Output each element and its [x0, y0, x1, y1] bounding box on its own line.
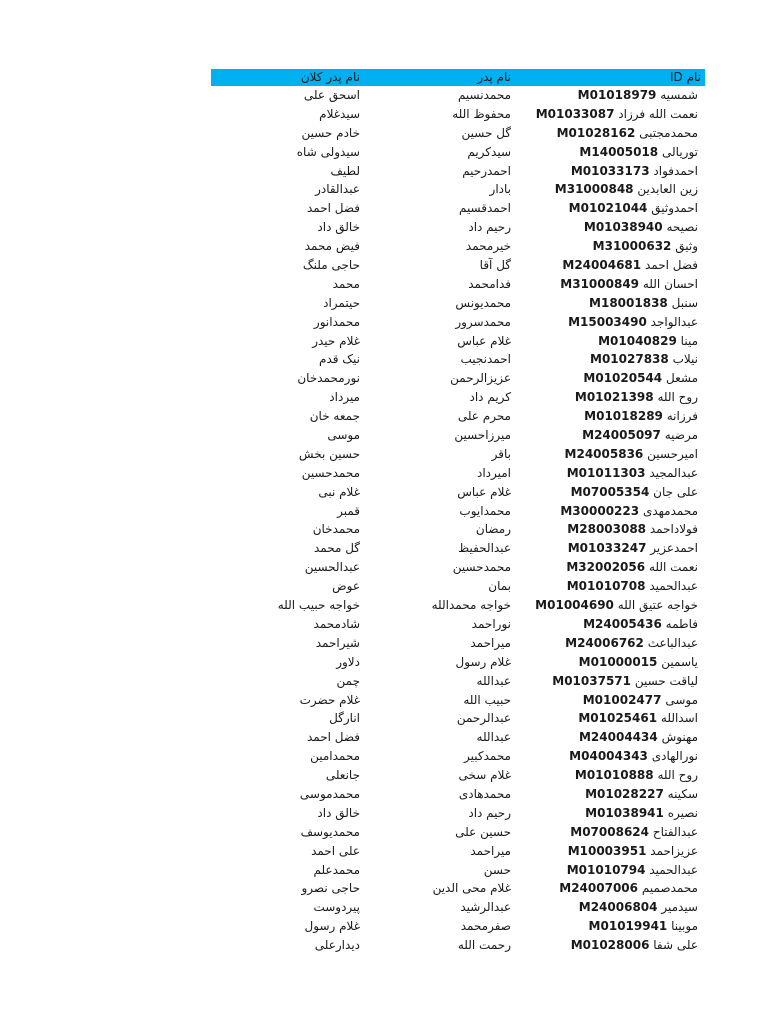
- grandfather-name-cell: غلام حضرت: [299, 692, 360, 707]
- id-code: M30000223: [560, 503, 640, 518]
- id-code: M24005436: [583, 616, 662, 631]
- id-name-cell: [531, 407, 701, 426]
- person-name: فرزانه: [666, 409, 698, 424]
- table-row: [211, 124, 705, 143]
- father-name-cell: عبدالله: [476, 730, 511, 745]
- person-name: زین العابدین: [637, 182, 698, 197]
- id-code: M18001838: [589, 295, 668, 310]
- grandfather-name-cell: پیردوست: [313, 900, 360, 915]
- person-name: وثیق: [675, 239, 698, 254]
- father-name-cell: عبدالله: [476, 673, 511, 688]
- id-code: M31000848: [554, 182, 634, 197]
- id-name-cell: [531, 332, 701, 351]
- person-name: احمدعزیر: [650, 541, 698, 556]
- grandfather-name-cell: دلاور: [336, 654, 360, 669]
- table-row: [211, 804, 705, 823]
- person-name: عبدالباعث: [647, 635, 698, 650]
- id-code: M07008624: [570, 824, 649, 839]
- id-name-cell: [531, 539, 701, 558]
- table-row: [211, 861, 705, 880]
- grandfather-name-cell: فضل احمد: [306, 201, 360, 216]
- father-name-cell: سیدکریم: [467, 144, 511, 159]
- id-name-cell: [531, 483, 701, 502]
- id-code: M14005018: [579, 144, 659, 159]
- id-code: M01040829: [598, 333, 677, 348]
- grandfather-name-cell: خواجه حبیب الله: [277, 598, 360, 613]
- grandfather-name-cell: محمد: [332, 276, 360, 291]
- father-name-cell: رحیم داد: [468, 220, 511, 235]
- father-name-cell: بادار: [489, 182, 511, 197]
- table-row: [211, 105, 705, 124]
- id-name-cell: [531, 766, 701, 785]
- id-code: M24006804: [578, 900, 658, 915]
- father-name-cell: رحمت الله: [457, 938, 511, 953]
- person-name: مینا: [680, 333, 698, 348]
- id-name-cell: [531, 615, 701, 634]
- person-name: عبدالواجد: [650, 314, 698, 329]
- table-row: [211, 785, 705, 804]
- grandfather-name-cell: محمدحسین: [301, 465, 360, 480]
- id-name-cell: [531, 388, 701, 407]
- person-name: مشعل: [665, 371, 698, 386]
- id-name-cell: [531, 105, 701, 124]
- grandfather-name-cell: عوض: [332, 579, 360, 594]
- table-row: [211, 520, 705, 539]
- person-name: مهنوش: [661, 730, 698, 745]
- id-name-cell: [531, 313, 701, 332]
- grandfather-name-cell: غلام نبی: [318, 484, 360, 499]
- grandfather-name-cell: لطیف: [330, 163, 360, 178]
- id-name-cell: [531, 86, 701, 105]
- table-row: [211, 350, 705, 369]
- id-code: M01038940: [583, 220, 663, 235]
- father-name-cell: عبدالحفیظ: [458, 541, 511, 556]
- grandfather-name-cell: جمعه خان: [309, 409, 360, 424]
- table-row: [211, 823, 705, 842]
- id-name-cell: [531, 369, 701, 388]
- person-name: عبدالفتاح: [652, 824, 698, 839]
- header-id-name: ID نام: [669, 70, 701, 84]
- id-name-cell: [531, 917, 701, 936]
- id-name-cell: [531, 256, 701, 275]
- grandfather-name-cell: اسحق علی: [303, 88, 360, 102]
- father-name-cell: نوراحمد: [471, 616, 511, 631]
- grandfather-name-cell: قمبر: [337, 503, 360, 518]
- person-name: نیلاب: [672, 352, 698, 367]
- father-name-cell: غلام رسول: [455, 654, 511, 669]
- table-row: [211, 653, 705, 672]
- table-row: [211, 143, 705, 162]
- person-name: احمدوثیق: [651, 201, 698, 216]
- person-name: فضل احمد: [644, 258, 698, 273]
- id-name-cell: [531, 879, 701, 898]
- father-name-cell: کریم داد: [469, 390, 511, 405]
- id-name-cell: [531, 294, 701, 313]
- table-row: [211, 407, 705, 426]
- id-code: M01010888: [574, 768, 654, 783]
- grandfather-name-cell: انارگل: [329, 711, 360, 726]
- grandfather-name-cell: محمدامین: [310, 749, 360, 764]
- person-name: موبینا: [671, 919, 698, 934]
- grandfather-name-cell: خالق داد: [317, 805, 360, 820]
- id-name-cell: [531, 653, 701, 672]
- table-row: [211, 445, 705, 464]
- father-name-cell: میراحمد: [470, 843, 511, 858]
- id-code: M15003490: [568, 314, 647, 329]
- father-name-cell: حبیب الله: [463, 692, 511, 707]
- grandfather-name-cell: شادمحمد: [313, 616, 360, 631]
- person-name: امیرحسین: [647, 446, 698, 461]
- table-row: [211, 388, 705, 407]
- father-name-cell: محمدهادی: [458, 786, 511, 801]
- id-name-cell: [531, 823, 701, 842]
- person-name: محمدمجتبی: [639, 125, 698, 140]
- id-name-cell: [531, 728, 701, 747]
- id-name-cell: [531, 464, 701, 483]
- id-name-cell: [531, 199, 701, 218]
- id-code: M07005354: [570, 484, 650, 499]
- id-name-cell: [531, 785, 701, 804]
- grandfather-name-cell: علی احمد: [311, 843, 360, 858]
- table-row: [211, 596, 705, 615]
- person-name: سیدمیر: [661, 900, 698, 915]
- grandfather-name-cell: موسی: [327, 428, 360, 443]
- id-name-cell: [531, 143, 701, 162]
- id-name-cell: [531, 691, 701, 710]
- father-name-cell: محمدسرور: [455, 314, 511, 329]
- id-code: M01010794: [566, 862, 646, 877]
- table-body: [211, 86, 705, 955]
- table-row: [211, 842, 705, 861]
- person-name: محمدمهدی: [642, 503, 698, 518]
- father-name-cell: عزیزالرحمن: [450, 371, 511, 386]
- id-code: M01021398: [574, 390, 654, 405]
- id-name-cell: [531, 426, 701, 445]
- person-name: علی شفا: [653, 938, 698, 953]
- father-name-cell: حسین علی: [455, 824, 511, 839]
- id-name-cell: [531, 577, 701, 596]
- id-name-cell: [531, 445, 701, 464]
- id-code: M01020544: [583, 371, 663, 386]
- table-row: [211, 294, 705, 313]
- father-name-cell: گل حسین: [461, 125, 511, 140]
- father-name-cell: باقر: [491, 446, 511, 461]
- id-name-cell: [531, 558, 701, 577]
- grandfather-name-cell: محمدانور: [313, 314, 360, 329]
- table-row: [211, 577, 705, 596]
- table-row: [211, 539, 705, 558]
- id-name-cell: [531, 275, 701, 294]
- person-name: عبدالحمید: [649, 862, 698, 877]
- id-code: M24005836: [564, 446, 644, 461]
- id-name-cell: [531, 672, 701, 691]
- father-name-cell: غلام عباس: [457, 484, 511, 499]
- id-name-cell: [531, 804, 701, 823]
- id-code: M24007006: [559, 881, 639, 896]
- id-code: M24004434: [578, 730, 658, 745]
- id-name-cell: [531, 502, 701, 521]
- person-name: عزیزاحمد: [650, 843, 698, 858]
- id-code: M01004690: [535, 598, 614, 613]
- grandfather-name-cell: نورمحمدخان: [297, 371, 360, 386]
- person-name: روح الله: [657, 390, 698, 405]
- id-code: M24006762: [565, 635, 644, 650]
- header-row: [211, 69, 705, 86]
- table-row: [211, 313, 705, 332]
- id-code: M04004343: [569, 749, 648, 764]
- table-row: [211, 275, 705, 294]
- table-row: [211, 709, 705, 728]
- header-grandfather-name: نام پدر کلان: [300, 70, 360, 84]
- father-name-cell: رمضان: [475, 522, 511, 537]
- father-name-cell: غلام سخی: [458, 768, 511, 783]
- id-code: M01025461: [578, 711, 658, 726]
- person-name: نورالهادی: [651, 749, 698, 764]
- id-code: M24004681: [562, 258, 642, 273]
- id-name-cell: [531, 709, 701, 728]
- father-name-cell: گل آقا: [479, 258, 511, 273]
- id-code: M24005097: [582, 428, 661, 443]
- id-name-cell: [531, 861, 701, 880]
- grandfather-name-cell: محمدخان: [312, 522, 360, 537]
- spreadsheet: [211, 69, 705, 955]
- id-code: M01000015: [578, 654, 658, 669]
- person-name: عبدالمجید: [649, 465, 698, 480]
- table-row: [211, 256, 705, 275]
- person-name: علی جان: [653, 484, 698, 499]
- table-row: [211, 879, 705, 898]
- id-code: M01028006: [570, 938, 650, 953]
- id-name-cell: [531, 218, 701, 237]
- father-name-cell: محفوظ الله: [452, 106, 511, 121]
- father-name-cell: حسن: [483, 862, 511, 877]
- table-row: [211, 483, 705, 502]
- id-code: M10003951: [567, 843, 647, 858]
- father-name-cell: میراحمد: [470, 635, 511, 650]
- id-name-cell: [531, 350, 701, 369]
- grandfather-name-cell: خادم حسین: [301, 125, 360, 140]
- person-name: خواجه عتیق الله: [617, 598, 698, 613]
- person-name: یاسمین: [661, 654, 698, 669]
- id-code: M28003088: [567, 522, 647, 537]
- person-name: نعمت الله فرزاد: [618, 106, 698, 121]
- person-name: لیاقت حسین: [634, 673, 698, 688]
- father-name-cell: محرم علی: [457, 409, 511, 424]
- father-name-cell: صفرمحمد: [460, 919, 511, 934]
- table-row: [211, 691, 705, 710]
- header-father-name: نام پدر: [477, 70, 511, 84]
- father-name-cell: محمدنسیم: [457, 88, 511, 102]
- father-name-cell: محمدایوب: [459, 503, 511, 518]
- grandfather-name-cell: چمن: [336, 673, 360, 688]
- person-name: موسی: [665, 692, 698, 707]
- id-code: M01033173: [570, 163, 650, 178]
- id-code: M01018289: [584, 409, 663, 424]
- table-row: [211, 728, 705, 747]
- id-code: M01021044: [568, 201, 648, 216]
- id-code: M01028162: [556, 125, 636, 140]
- id-name-cell: [531, 124, 701, 143]
- person-name: روح الله: [657, 768, 698, 783]
- id-code: M01011303: [566, 465, 646, 480]
- father-name-cell: احمدقسیم: [458, 201, 511, 216]
- grandfather-name-cell: شیراحمد: [315, 635, 360, 650]
- table-row: [211, 162, 705, 181]
- table-row: [211, 502, 705, 521]
- id-name-cell: [531, 842, 701, 861]
- table-row: [211, 558, 705, 577]
- grandfather-name-cell: سیدغلام: [319, 106, 360, 121]
- father-name-cell: امیرداد: [476, 465, 511, 480]
- person-name: نصیحه: [666, 220, 698, 235]
- id-code: M31000849: [560, 276, 640, 291]
- id-name-cell: [531, 898, 701, 917]
- father-name-cell: خیرمحمد: [465, 239, 511, 254]
- grandfather-name-cell: غلام حیدر: [312, 333, 360, 348]
- id-code: M01028227: [585, 786, 664, 801]
- table-row: [211, 199, 705, 218]
- table-row: [211, 898, 705, 917]
- person-name: فولاداحمد: [649, 522, 698, 537]
- grandfather-name-cell: خالق داد: [317, 220, 360, 235]
- id-name-cell: [531, 936, 701, 955]
- father-name-cell: احمدرحیم: [462, 163, 511, 178]
- father-name-cell: خواجه محمدالله: [431, 598, 511, 613]
- grandfather-name-cell: فیض محمد: [304, 239, 360, 254]
- table-row: [211, 747, 705, 766]
- id-code: M01027838: [590, 352, 669, 367]
- grandfather-name-cell: حیتمراد: [323, 295, 360, 310]
- father-name-cell: محمدحسین: [452, 560, 511, 575]
- id-name-cell: [531, 520, 701, 539]
- grandfather-name-cell: عبدالقادر: [315, 182, 360, 197]
- father-name-cell: عبدالرشید: [460, 900, 511, 915]
- father-name-cell: احمدنجیب: [460, 352, 511, 367]
- id-code: M01002477: [582, 692, 662, 707]
- person-name: عبدالحمید: [649, 579, 698, 594]
- table-row: [211, 634, 705, 653]
- person-name: سنبل: [671, 295, 698, 310]
- grandfather-name-cell: گل محمد: [313, 541, 360, 556]
- person-name: اسدالله: [660, 711, 698, 726]
- id-name-cell: [531, 237, 701, 256]
- person-name: نصیره: [667, 805, 698, 820]
- grandfather-name-cell: حاجی نصرو: [301, 881, 360, 896]
- father-name-cell: فدامحمد: [468, 276, 511, 291]
- id-code: M31000632: [592, 239, 672, 254]
- table-row: [211, 218, 705, 237]
- id-name-cell: [531, 596, 701, 615]
- table-row: [211, 672, 705, 691]
- id-name-cell: [531, 634, 701, 653]
- table-row: [211, 332, 705, 351]
- table-row: [211, 766, 705, 785]
- id-code: M01019941: [588, 919, 668, 934]
- id-code: M01033087: [535, 106, 615, 121]
- table-row: [211, 180, 705, 199]
- grandfather-name-cell: فضل احمد: [306, 730, 360, 745]
- table-row: [211, 917, 705, 936]
- father-name-cell: بمان: [488, 579, 511, 594]
- father-name-cell: میرزاحسین: [454, 428, 511, 443]
- grandfather-name-cell: محمدعلم: [313, 862, 360, 877]
- grandfather-name-cell: عبدالحسین: [304, 560, 360, 575]
- table-row: [211, 426, 705, 445]
- id-code: M01018979: [577, 88, 657, 102]
- table-row: [211, 936, 705, 955]
- id-code: M32002056: [566, 560, 646, 575]
- grandfather-name-cell: حاجی ملنگ: [302, 258, 360, 273]
- table-row: [211, 464, 705, 483]
- father-name-cell: رحیم داد: [468, 805, 511, 820]
- table-row: [211, 615, 705, 634]
- id-name-cell: [531, 162, 701, 181]
- table-row: [211, 237, 705, 256]
- id-code: M01038941: [585, 805, 664, 820]
- id-code: M01033247: [567, 541, 647, 556]
- person-name: سکینه: [667, 786, 698, 801]
- table-row: [211, 86, 705, 105]
- grandfather-name-cell: محمدیوسف: [300, 824, 360, 839]
- person-name: فاطمه: [665, 616, 698, 631]
- father-name-cell: محمدیونس: [455, 295, 511, 310]
- person-name: نعمت الله: [648, 560, 698, 575]
- id-code: M01010708: [566, 579, 646, 594]
- father-name-cell: عبدالرحمن: [456, 711, 511, 726]
- person-name: مرضیه: [664, 428, 698, 443]
- person-name: احمدفواد: [653, 163, 698, 178]
- grandfather-name-cell: میرداد: [329, 390, 360, 405]
- grandfather-name-cell: محمدموسی: [299, 786, 360, 801]
- grandfather-name-cell: دیدارعلی: [314, 938, 360, 953]
- id-name-cell: [531, 747, 701, 766]
- father-name-cell: غلام عباس: [457, 333, 511, 348]
- grandfather-name-cell: نیک قدم: [319, 352, 360, 367]
- father-name-cell: محمدکبیر: [464, 749, 511, 764]
- person-name: شمسیه: [660, 88, 698, 102]
- id-code: M01037571: [552, 673, 632, 688]
- grandfather-name-cell: حسین بخش: [298, 446, 360, 461]
- grandfather-name-cell: جانعلی: [325, 768, 360, 783]
- grandfather-name-cell: سیدولی شاه: [296, 144, 360, 159]
- person-name: محمدصمیم: [641, 881, 698, 896]
- person-name: توریالی: [662, 144, 698, 159]
- person-name: احسان الله: [642, 276, 698, 291]
- grandfather-name-cell: غلام رسول: [304, 919, 360, 934]
- table-row: [211, 369, 705, 388]
- father-name-cell: غلام محی الدین: [432, 881, 511, 896]
- id-name-cell: [531, 180, 701, 199]
